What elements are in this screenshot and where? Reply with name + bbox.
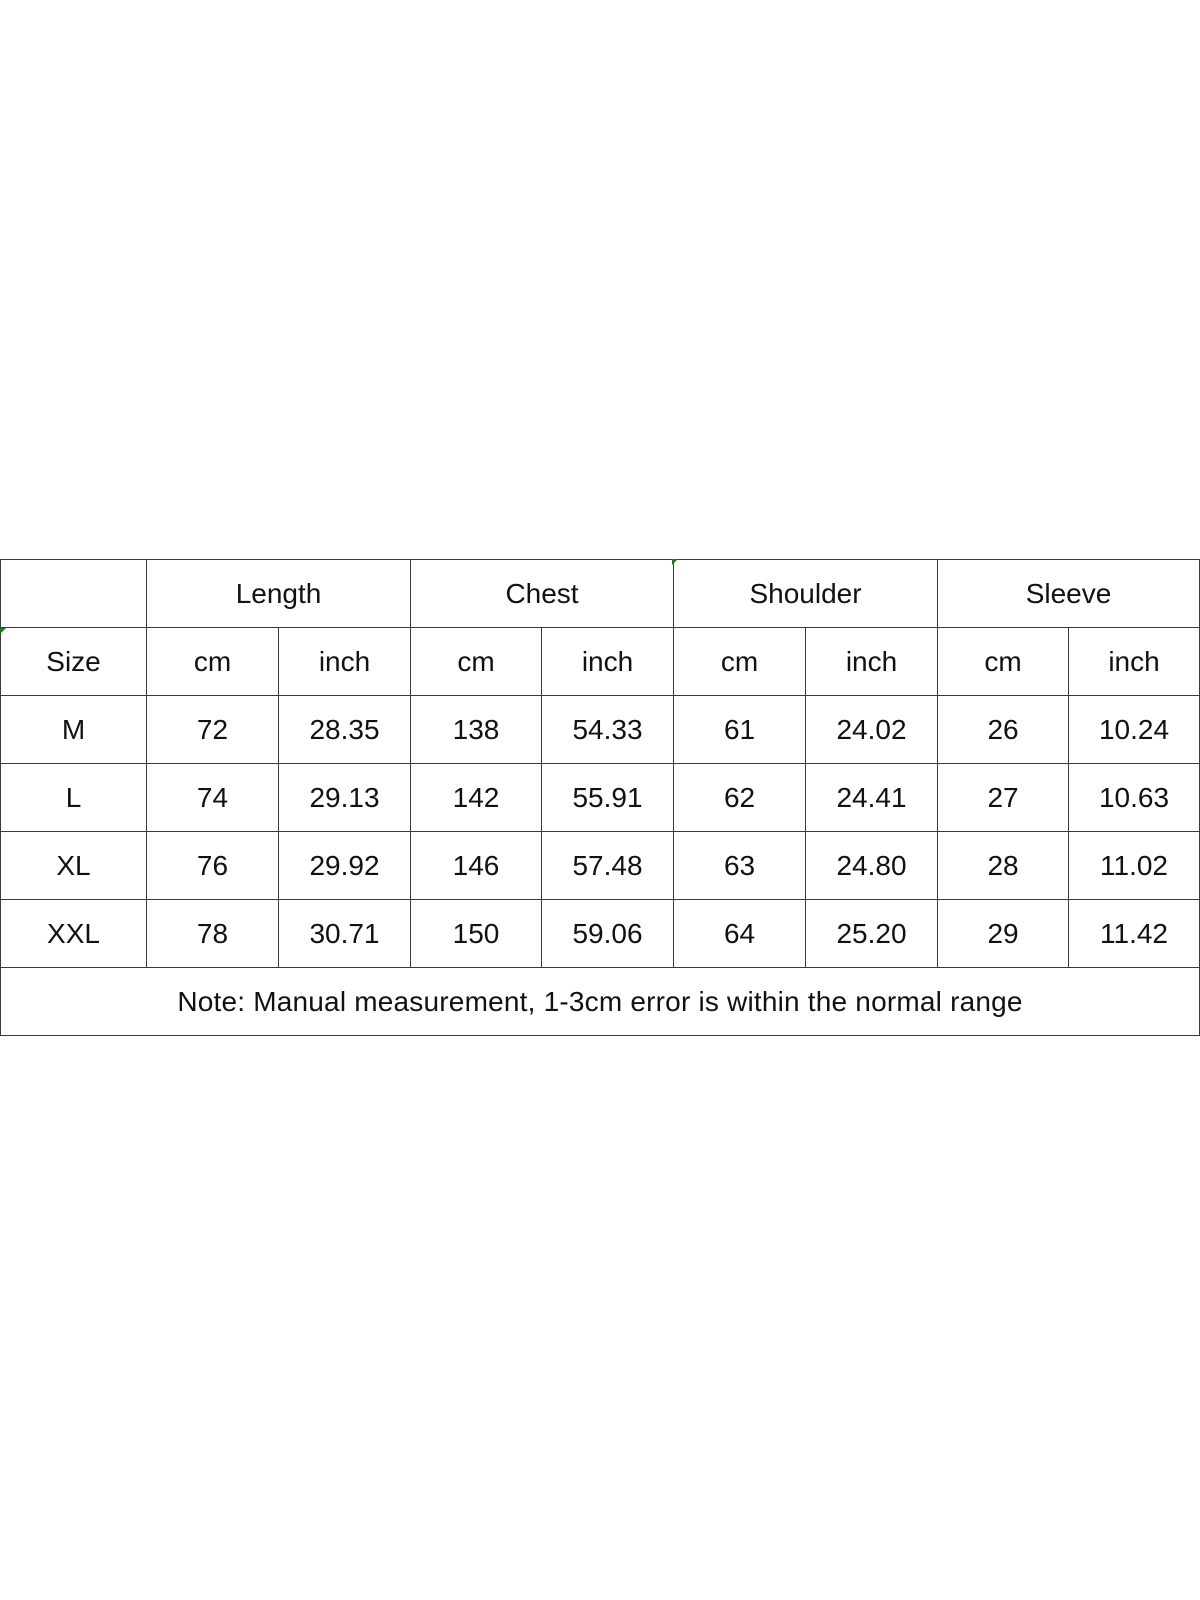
value-cell: 11.42 [1069,900,1200,968]
value-cell: 28 [938,832,1069,900]
unit-header-length-inch: inch [279,628,411,696]
value-cell: 54.33 [542,696,674,764]
unit-header-shoulder-inch: inch [806,628,938,696]
size-cell: XXL [1,900,147,968]
size-cell: XL [1,832,147,900]
unit-header-sleeve-cm: cm [938,628,1069,696]
value-cell: 78 [147,900,279,968]
table-row [1,764,1200,832]
value-cell: 57.48 [542,832,674,900]
green-corner-marker [0,628,6,634]
value-cell: 74 [147,764,279,832]
group-header-chest: Chest [411,560,674,628]
value-cell: 76 [147,832,279,900]
value-cell: 29 [938,900,1069,968]
value-cell: 29.13 [279,764,411,832]
size-chart-table [0,559,1200,1036]
value-cell: 30.71 [279,900,411,968]
value-cell: 61 [674,696,806,764]
table-row [1,832,1200,900]
group-header-shoulder: Shoulder [674,560,938,628]
note-row [1,968,1200,1036]
value-cell: 142 [411,764,542,832]
size-cell: M [1,696,147,764]
size-header: Size [1,628,147,696]
value-cell: 63 [674,832,806,900]
value-cell: 10.63 [1069,764,1200,832]
green-corner-marker [672,559,678,565]
group-header-length: Length [147,560,411,628]
value-cell: 28.35 [279,696,411,764]
value-cell: 55.91 [542,764,674,832]
value-cell: 146 [411,832,542,900]
unit-header-row [1,628,1200,696]
measurement-note: Note: Manual measurement, 1-3cm error is within the normal range [1,968,1200,1036]
value-cell: 25.20 [806,900,938,968]
unit-header-length-cm: cm [147,628,279,696]
value-cell: 11.02 [1069,832,1200,900]
value-cell: 24.02 [806,696,938,764]
value-cell: 72 [147,696,279,764]
size-cell: L [1,764,147,832]
value-cell: 10.24 [1069,696,1200,764]
unit-header-chest-inch: inch [542,628,674,696]
value-cell: 138 [411,696,542,764]
value-cell: 62 [674,764,806,832]
value-cell: 59.06 [542,900,674,968]
value-cell: 27 [938,764,1069,832]
table-row [1,696,1200,764]
value-cell: 150 [411,900,542,968]
value-cell: 24.80 [806,832,938,900]
group-header-row [1,560,1200,628]
value-cell: 64 [674,900,806,968]
unit-header-chest-cm: cm [411,628,542,696]
table-row [1,900,1200,968]
empty-corner-cell [1,560,147,628]
unit-header-shoulder-cm: cm [674,628,806,696]
value-cell: 29.92 [279,832,411,900]
group-header-sleeve: Sleeve [938,560,1200,628]
unit-header-sleeve-inch: inch [1069,628,1200,696]
value-cell: 26 [938,696,1069,764]
value-cell: 24.41 [806,764,938,832]
